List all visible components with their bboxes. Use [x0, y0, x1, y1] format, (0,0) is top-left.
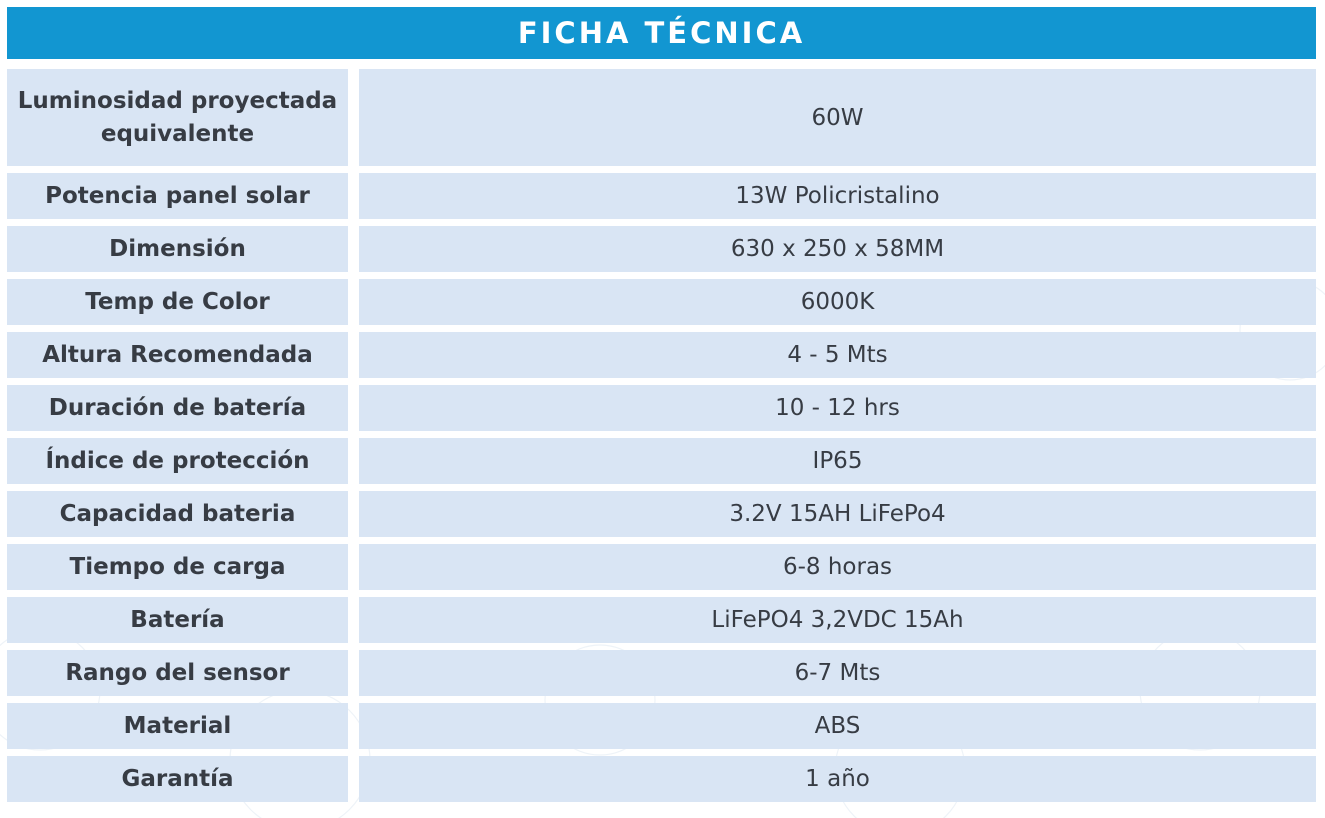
spec-row	[7, 544, 1316, 590]
spec-row	[7, 491, 1316, 537]
spec-label: Altura Recomendada	[7, 332, 348, 378]
spec-value: 6-8 horas	[359, 544, 1316, 590]
spec-value: 3.2V 15AH LiFePo4	[359, 491, 1316, 537]
spec-row	[7, 69, 1316, 166]
spec-value: 13W Policristalino	[359, 173, 1316, 219]
spec-value: 10 - 12 hrs	[359, 385, 1316, 431]
spec-value: 4 - 5 Mts	[359, 332, 1316, 378]
spec-label: Garantía	[7, 756, 348, 802]
spec-sheet-title: FICHA TÉCNICA	[7, 7, 1316, 59]
spec-label: Potencia panel solar	[7, 173, 348, 219]
spec-label: Duración de batería	[7, 385, 348, 431]
spec-row	[7, 650, 1316, 696]
spec-label: Dimensión	[7, 226, 348, 272]
spec-row	[7, 438, 1316, 484]
spec-row	[7, 173, 1316, 219]
spec-label: Material	[7, 703, 348, 749]
spec-value: IP65	[359, 438, 1316, 484]
spec-value: ABS	[359, 703, 1316, 749]
spec-table	[7, 69, 1316, 802]
spec-sheet	[7, 7, 1316, 809]
spec-label: Tiempo de carga	[7, 544, 348, 590]
spec-row	[7, 756, 1316, 802]
spec-value: 60W	[359, 69, 1316, 166]
spec-row	[7, 385, 1316, 431]
spec-value: 630 x 250 x 58MM	[359, 226, 1316, 272]
spec-row	[7, 279, 1316, 325]
spec-value: 1 año	[359, 756, 1316, 802]
spec-value: 6000K	[359, 279, 1316, 325]
spec-row	[7, 226, 1316, 272]
spec-label: Temp de Color	[7, 279, 348, 325]
spec-label: Rango del sensor	[7, 650, 348, 696]
spec-row	[7, 332, 1316, 378]
spec-value: 6-7 Mts	[359, 650, 1316, 696]
spec-label: Batería	[7, 597, 348, 643]
spec-label: Índice de protección	[7, 438, 348, 484]
spec-label: Luminosidad proyectada equivalente	[7, 69, 348, 166]
spec-value: LiFePO4 3,2VDC 15Ah	[359, 597, 1316, 643]
spec-row	[7, 597, 1316, 643]
spec-row	[7, 703, 1316, 749]
spec-label: Capacidad bateria	[7, 491, 348, 537]
